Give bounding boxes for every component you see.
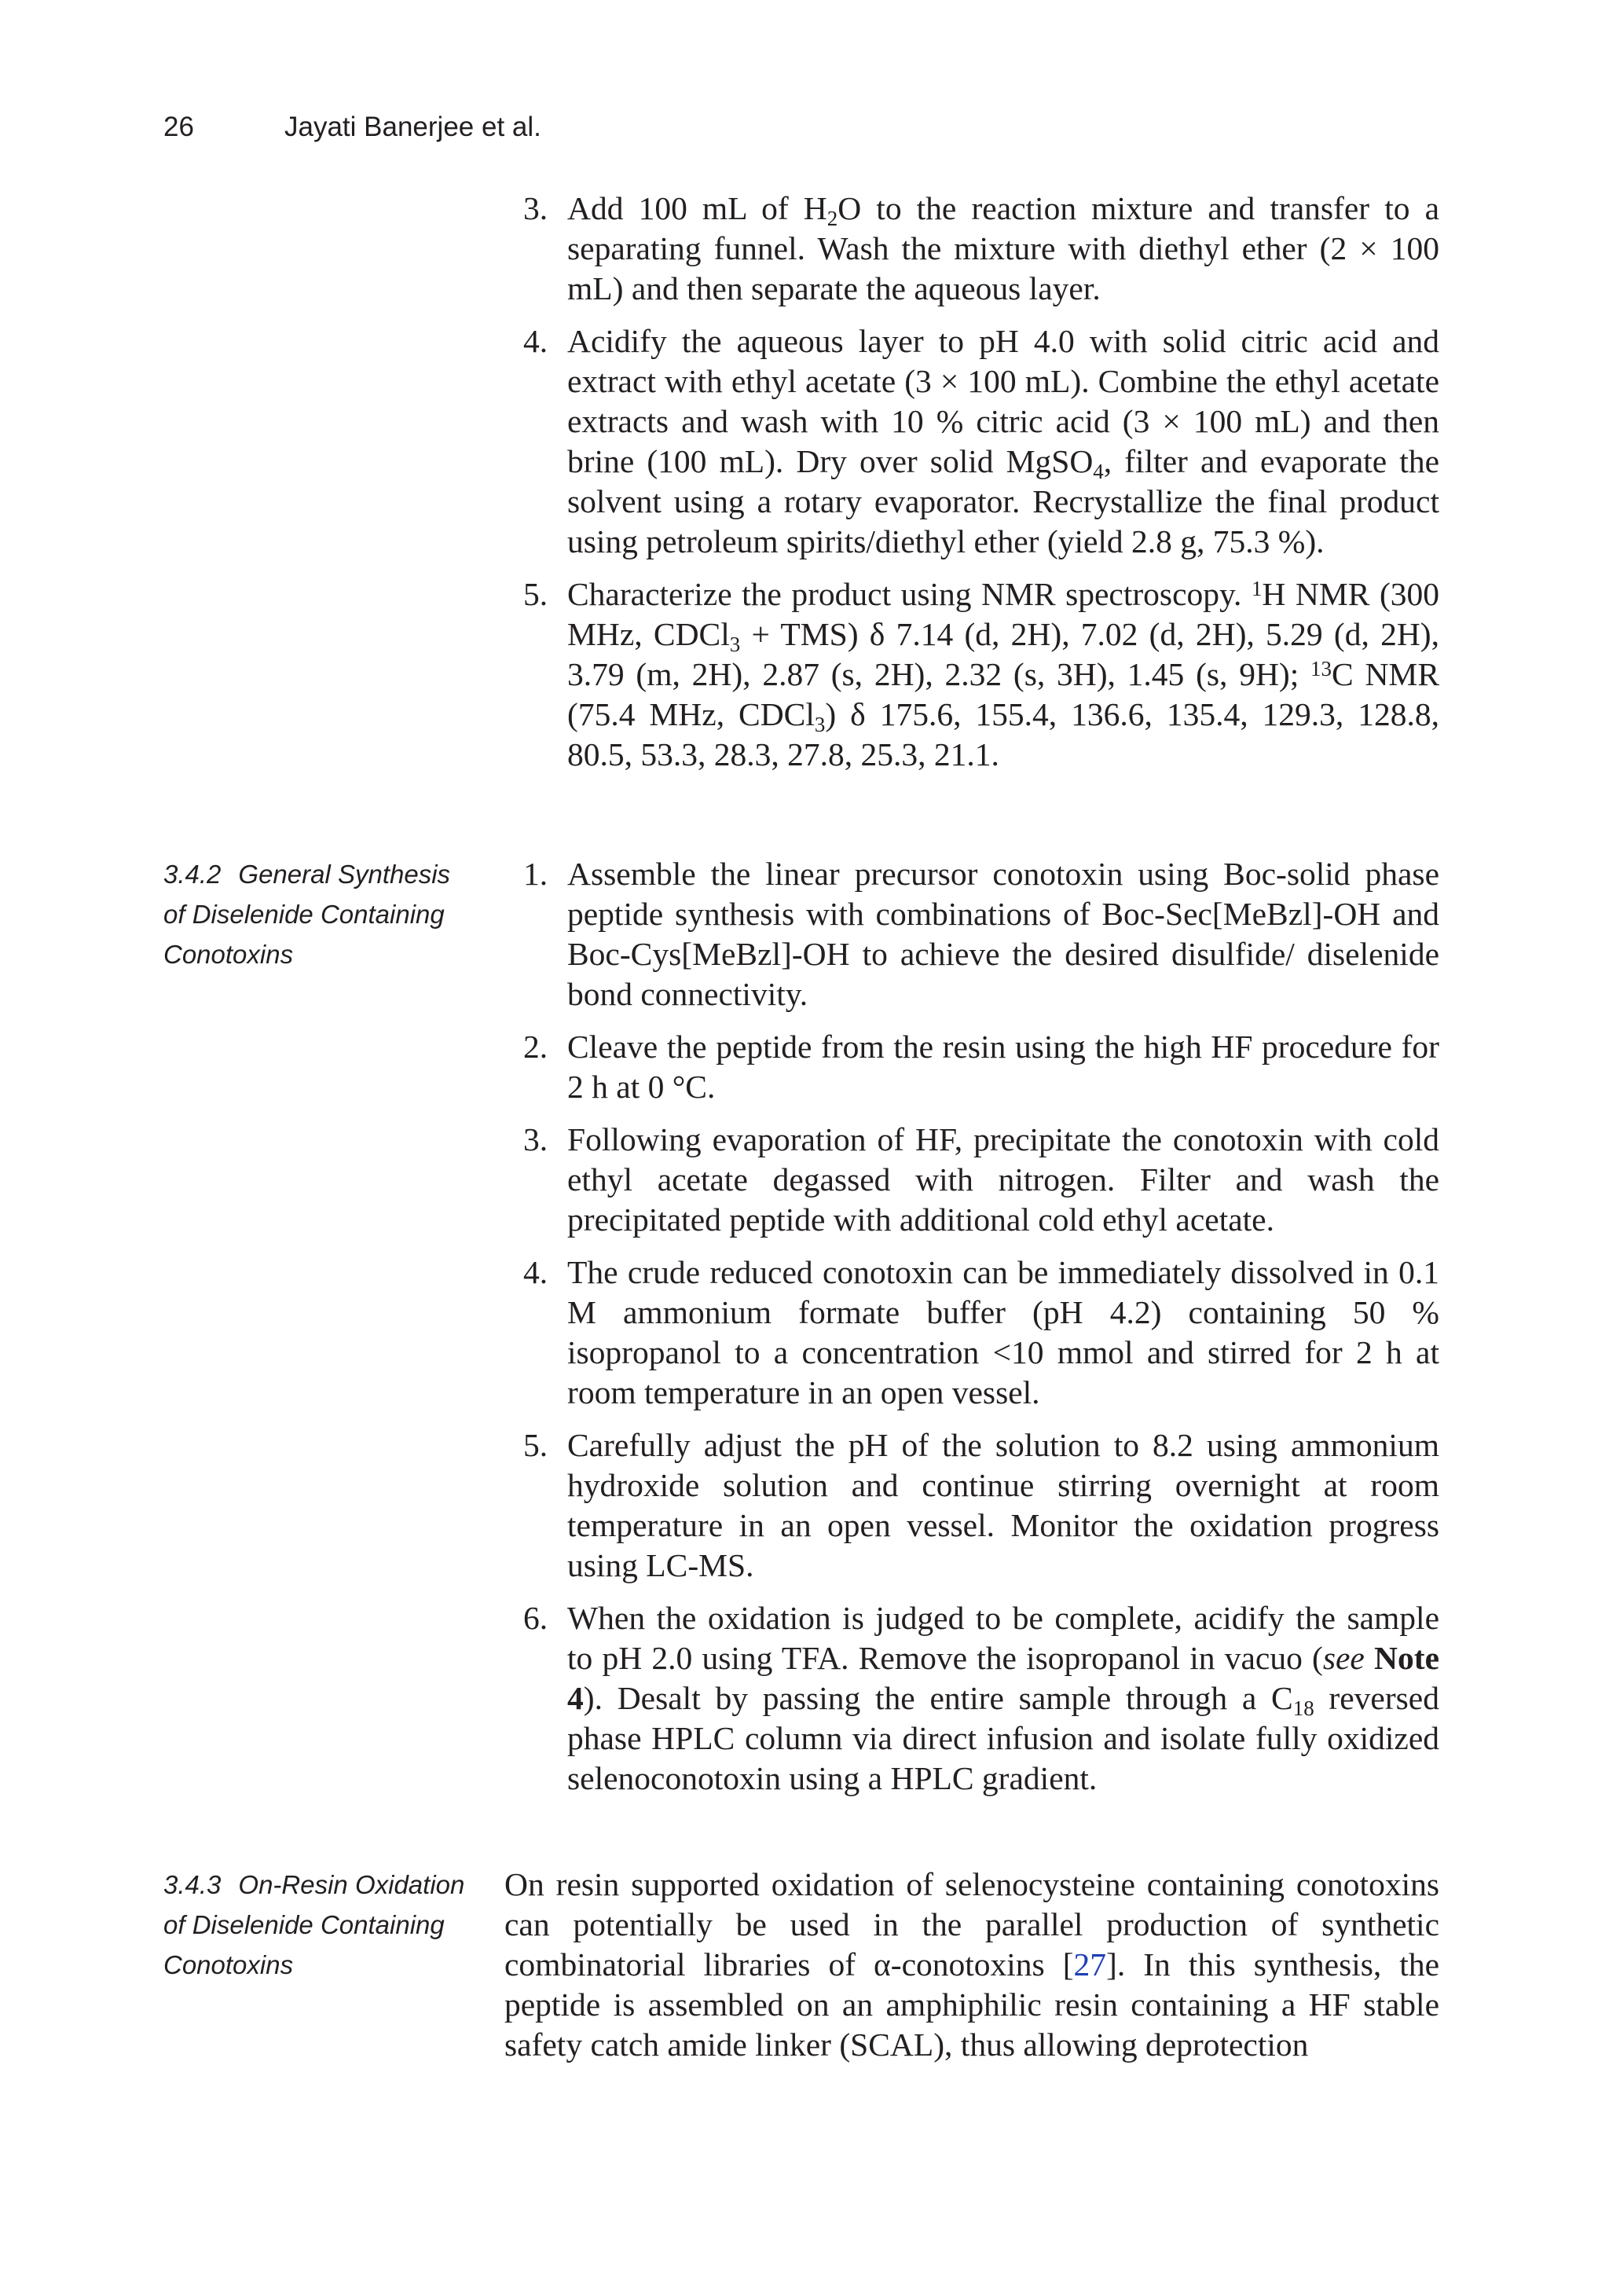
item-number: 2.: [523, 1029, 548, 1065]
section-title-line: of Diselenide Containing: [163, 1910, 445, 1939]
list-item: [504, 1253, 1439, 1413]
list-item: [504, 189, 1439, 309]
section-3-4-3-heading: [163, 1865, 470, 1985]
section-title-line: On-Resin Oxidation: [238, 1870, 465, 1899]
section-title-line: General Synthesis: [238, 860, 451, 889]
item-text: Carefully adjust the pH of the solution to 8.2 using ammonium hydroxide solution and continue stirring overnight at room temperature in an open vessel. Monitor the oxidation progress using LC-MS.: [567, 1427, 1439, 1583]
list-item: [504, 854, 1439, 1014]
list-item: [504, 321, 1439, 562]
list-item: [504, 1425, 1439, 1586]
running-header-authors: Jayati Banerjee et al.: [284, 112, 541, 142]
section-3-4-2-heading: [163, 854, 470, 974]
body-paragraph: On resin supported oxidation of selenocysteine containing conotoxins can potentially be used in the parallel production of synthetic combinatorial libraries of α-conotoxins [27]. In this synthesis, the peptide is assembled on an amphiphilic resin containing a HF stable safety catch amide linker (SCAL), thus allowing deprotection: [504, 1866, 1440, 2063]
item-number: 4.: [523, 323, 548, 359]
item-number: 6.: [523, 1600, 548, 1636]
section-title-line: Conotoxins: [163, 940, 294, 969]
list-item: [504, 1598, 1439, 1799]
item-text: When the oxidation is judged to be complete, acidify the sample to pH 2.0 using TFA. Remove the isopropanol in vacuo (see Note 4). Desalt by passing the entire sample through a $C_{18}$ reversed phase HPLC column via direct infusion and isolate fully oxidized selenoconotoxin using a HPLC gradient.: [567, 1600, 1440, 1796]
list-item: [504, 1120, 1439, 1240]
item-number: 1.: [523, 856, 548, 892]
item-text: Acidify the aqueous layer to pH 4.0 with solid citric acid and extract with ethyl acetate (3 × 100 mL). Combine the ethyl acetate extracts and wash with 10 % citric acid (3 × 100 mL) and then brine (100 mL). Dry over solid MgSO$_4$, filter and evaporate the solvent using a rotary evaporator. Recrystallize the final product using petroleum spirits/diethyl ether (yield 2.8 g, 75.3 %).: [567, 323, 1439, 559]
item-number: 5.: [523, 576, 548, 612]
page-number: 26: [163, 112, 194, 142]
step-list-synthesis-end: [504, 189, 1439, 787]
item-number: 3.: [523, 1121, 548, 1157]
item-number: 4.: [523, 1254, 548, 1290]
section-number: 3.4.3: [163, 1870, 222, 1899]
item-text: Add 100 mL of $H_2O$ to the reaction mixture and transfer to a separating funnel. Wash the mixture with diethyl ether (2 × 100 mL) and then separate the aqueous layer.: [567, 190, 1439, 306]
item-number: 5.: [523, 1427, 548, 1463]
list-item: [504, 574, 1439, 775]
item-text: Characterize the product using NMR spectroscopy. $^1$H NMR (300 MHz, CDCl$_3$ + TMS) δ 7.14 (d, 2H), 7.02 (d, 2H), 5.29 (d, 2H), 3.79 (m, 2H), 2.87 (s, 2H), 2.32 (s, 3H), 1.45 (s, 9H); $^{13}$C NMR (75.4 MHz, CDCl$_3$) δ 175.6, 155.4, 136.6, 135.4, 129.3, 128.8, 80.5, 53.3, 28.3, 27.8, 25.3, 21.1.: [567, 576, 1440, 772]
section-number: 3.4.2: [163, 860, 222, 889]
item-text: Following evaporation of HF, precipitate the conotoxin with cold ethyl acetate degassed with nitrogen. Filter and wash the precipitated peptide with additional cold ethyl acetate.: [567, 1121, 1439, 1238]
section-title-line: of Diselenide Containing: [163, 900, 445, 929]
item-text: The crude reduced conotoxin can be immediately dissolved in 0.1 M ammonium formate buffer (pH 4.2) containing 50 % isopropanol to a concentration <10 mmol and stirred for 2 h at room temperature in an open vessel.: [567, 1254, 1439, 1410]
section-title-line: Conotoxins: [163, 1950, 294, 1979]
list-item: [504, 1027, 1439, 1107]
item-text: Assemble the linear precursor conotoxin using Boc-solid phase peptide synthesis with combinations of Boc-Sec[MeBzl]-OH and Boc-Cys[MeBzl]-OH to achieve the desired disulfide/ diselenide bond connectivity.: [567, 856, 1439, 1012]
item-number: 3.: [523, 190, 548, 226]
running-header: [163, 110, 541, 145]
item-text: Cleave the peptide from the resin using the high HF procedure for 2 h at 0 °C.: [567, 1029, 1439, 1105]
section-3-4-3-body: [504, 1865, 1439, 2065]
step-list-diselenide: [504, 854, 1439, 1811]
